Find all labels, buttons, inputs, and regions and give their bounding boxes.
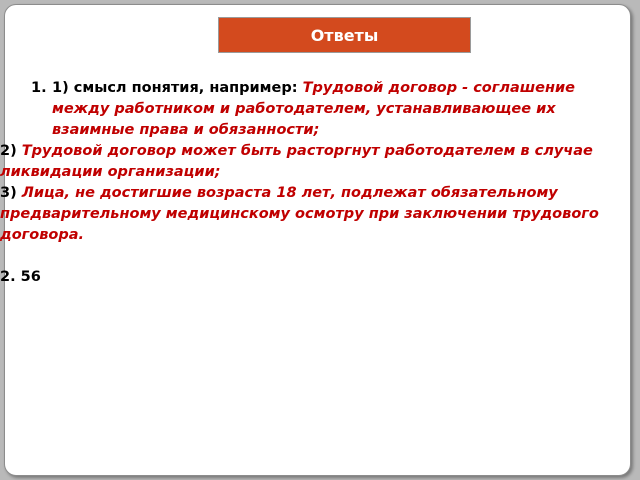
- slide-title: [218, 17, 471, 53]
- answer-1-part-1-prefix: 1) смысл понятия, например:: [52, 80, 298, 96]
- answer-1-part-3-prefix: 3): [0, 185, 17, 201]
- answer-1-part-2-text: Трудовой договор может быть расторгнут работодателем в случае ликвидации организации;: [0, 143, 593, 180]
- answer-1-part-2: [0, 141, 606, 183]
- answer-2: [0, 267, 606, 288]
- answer-1-part-2-prefix: 2): [0, 143, 17, 159]
- answer-2-number: 2.: [0, 269, 16, 285]
- spacer: [31, 246, 606, 267]
- slide-title-text: Ответы: [310, 25, 379, 45]
- answer-1-part-1: [52, 78, 606, 141]
- answer-1-number: 1.: [31, 80, 47, 96]
- answer-1-part-1-text: Трудовой договор - соглашение между работником и работодателем, устанавливающее их взаимные права и обязанности;: [52, 80, 575, 138]
- answer-1: [31, 78, 606, 141]
- answer-1-part-3-text: Лица, не достигшие возраста 18 лет, подлежат обязательному предварительному медицинскому осмотру при заключении трудового договора.: [0, 185, 599, 243]
- answers-content: [0, 78, 606, 288]
- answer-2-value: 56: [20, 269, 41, 285]
- answer-1-part-3: [0, 183, 606, 246]
